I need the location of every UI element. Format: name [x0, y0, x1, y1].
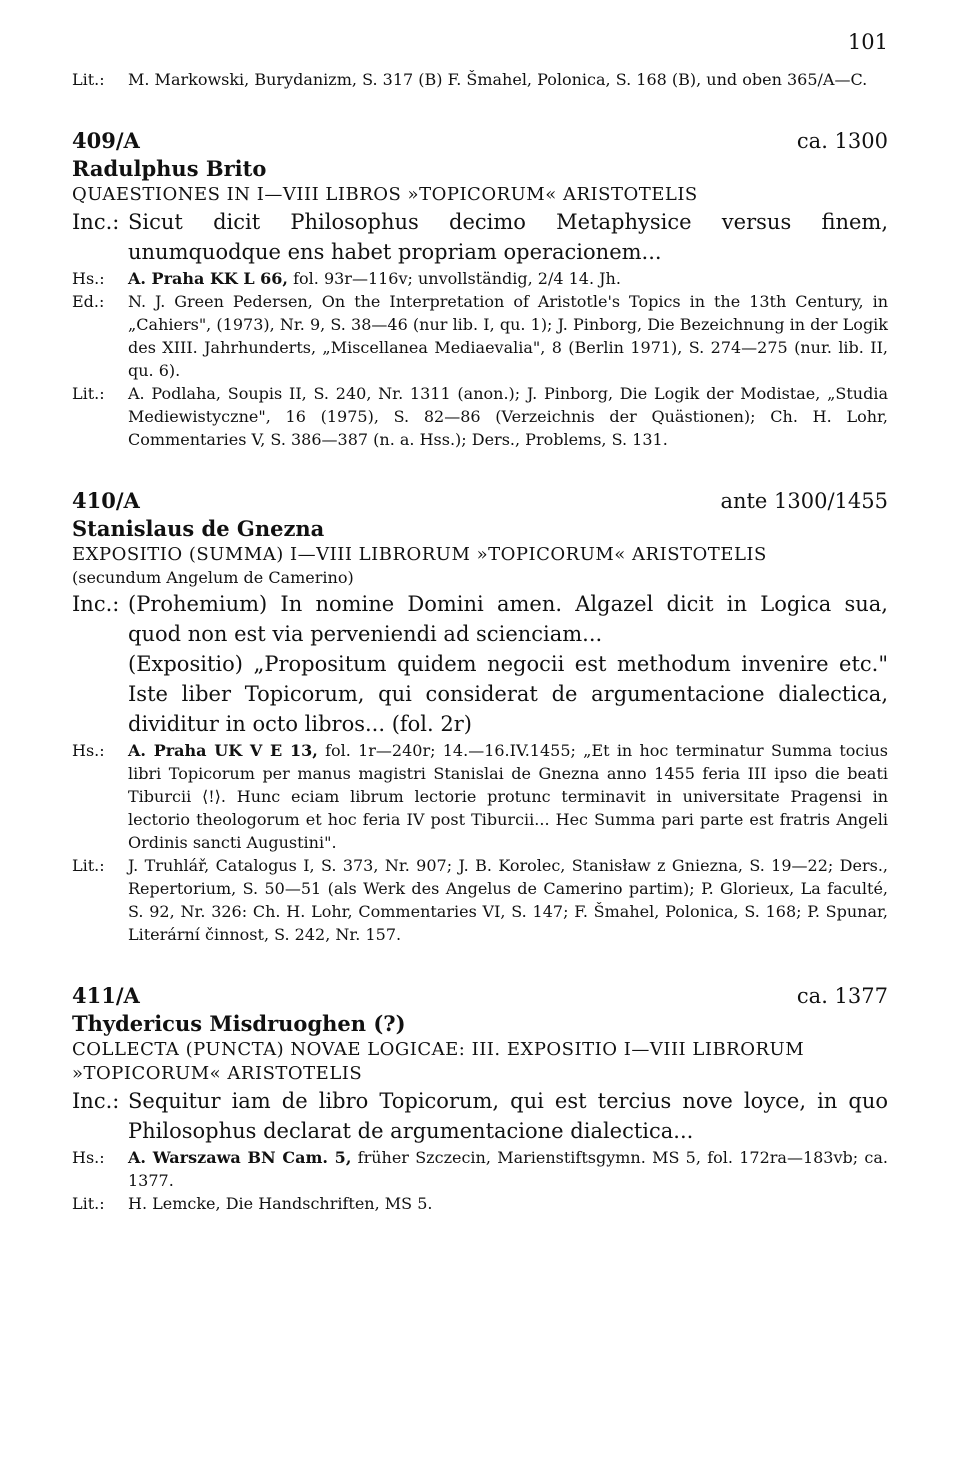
top-literature	[72, 68, 888, 91]
inc-expositio: (Expositio) „Propositum quidem negocii est methodum invenire etc." Iste liber Topicorum, qui considerat de argumentacione dialectica, dividitur in octo libros... (fol. 2r)	[128, 652, 888, 736]
manuscript	[72, 1146, 888, 1192]
entry-header	[72, 982, 888, 1010]
inc-text: Sequitur iam de libro Topicorum, qui est tercius nove loyce, in quo Philosophus declarat de argumentacione dialectica...	[128, 1089, 888, 1143]
entry-number: 410/A	[72, 488, 140, 513]
hs-text: fol. 93r—116v; unvollständig, 2/4 14. Jh.	[293, 269, 621, 288]
entry-title: COLLECTA (PUNCTA) NOVAE LOGICAE: III. EXPOSITIO I—VIII LIBRORUM »TOPICORUM« ARISTOTELIS	[72, 1039, 805, 1084]
literature	[72, 1192, 888, 1215]
incipit	[72, 1086, 888, 1146]
entry-title: QUAESTIONES IN I—VIII LIBROS »TOPICORUM« ARISTOTELIS	[72, 184, 698, 205]
edition	[72, 290, 888, 382]
entry-subtitle: (secundum Angelum de Camerino)	[72, 568, 354, 587]
entry-header	[72, 127, 888, 155]
lit-label: Lit.:	[72, 856, 105, 875]
hs-label: Hs.:	[72, 269, 105, 288]
entry-author: Radulphus Brito	[72, 156, 267, 181]
entry-number: 411/A	[72, 983, 140, 1008]
entry-header	[72, 487, 888, 515]
hs-text: früher Szczecin, Marienstiftsgymn. MS 5, fol. 172ra—183vb; ca. 1377.	[128, 1148, 888, 1190]
entry-409a	[72, 127, 888, 451]
page	[72, 30, 888, 1215]
hs-shelfmark: A. Praha UK V E 13,	[128, 741, 318, 760]
incipit	[72, 207, 888, 267]
entry-date: ca. 1377	[796, 984, 888, 1008]
page-number: 101	[847, 30, 888, 54]
inc-prohemium: (Prohemium) In nomine Domini amen. Algazel dicit in Logica sua, quod non est via perveniendi ad scienciam...	[128, 592, 888, 646]
lit-text: A. Podlaha, Soupis II, S. 240, Nr. 1311 (anon.); J. Pinborg, Die Logik der Modistae, „Studia Mediewistyczne", 16 (1975), S. 82—86 (Verzeichnis der Quästionen); Ch. H. Lohr, Commentaries V, S. 386—387 (n. a. Hss.); Ders., Problems, S. 131.	[128, 384, 888, 449]
hs-shelfmark: A. Praha KK L 66,	[128, 269, 288, 288]
entry-number: 409/A	[72, 128, 140, 153]
entry-410a	[72, 487, 888, 946]
lit-text: J. Truhlář, Catalogus I, S. 373, Nr. 907; J. B. Korolec, Stanisław z Gniezna, S. 19—22; Ders., Repertorium, S. 50—51 (als Werk des Angelus de Camerino partim); P. Glorieux, La faculté, S. 92, Nr. 326: Ch. H. Lohr, Commentaries VI, S. 147; F. Šmahel, Polonica, S. 168; P. Spunar, Literární činnost, S. 242, Nr. 157.	[128, 856, 888, 944]
entry-author: Thydericus Misdruoghen (?)	[72, 1011, 406, 1036]
entry-date: ante 1300/1455	[720, 489, 888, 513]
entry-author: Stanislaus de Gnezna	[72, 516, 325, 541]
ed-text: N. J. Green Pedersen, On the Interpretation of Aristotle's Topics in the 13th Century, in „Cahiers", (1973), Nr. 9, S. 38—46 (nur lib. I, qu. 1); J. Pinborg, Die Bezeichnung in der Logik des XIII. Jahrhunderts, „Miscellanea Mediaevalia", 8 (Berlin 1971), S. 274—275 (nur. lib. II, qu. 6).	[128, 292, 888, 380]
literature	[72, 854, 888, 946]
incipit	[72, 589, 888, 739]
hs-label: Hs.:	[72, 1148, 105, 1167]
lit-label: Lit.:	[72, 1194, 105, 1213]
lit-label: Lit.:	[72, 70, 105, 89]
entry-title: EXPOSITIO (SUMMA) I—VIII LIBRORUM »TOPICORUM« ARISTOTELIS	[72, 544, 767, 565]
entry-411a	[72, 982, 888, 1215]
ed-label: Ed.:	[72, 292, 105, 311]
inc-label: Inc.:	[72, 210, 120, 234]
lit-text: H. Lemcke, Die Handschriften, MS 5.	[128, 1194, 433, 1213]
hs-text: fol. 1r—240r; 14.—16.IV.1455; „Et in hoc terminatur Summa tocius libri Topicorum per manus magistri Stanislai de Gnezna anno 1455 feria III ipso die beati Tiburcii ⟨!⟩. Hunc eciam librum lectorie protunc terminavit in universitate Pragensi in lectorio theologorum et hoc feria IV post Tiburcii... Hec Summa pari parte est fratris Angeli Ordinis sancti Augustini".	[128, 741, 889, 852]
inc-label: Inc.:	[72, 592, 120, 616]
literature	[72, 382, 888, 451]
lit-label: Lit.:	[72, 384, 105, 403]
entry-date: ca. 1300	[796, 129, 888, 153]
inc-text: Sicut dicit Philosophus decimo Metaphysice versus finem, unumquodque ens habet propriam operacionem...	[128, 210, 888, 264]
hs-shelfmark: A. Warszawa BN Cam. 5,	[128, 1148, 352, 1167]
lit-text: M. Markowski, Burydanizm, S. 317 (B) F. Šmahel, Polonica, S. 168 (B), und oben 365/A—C.	[128, 70, 868, 89]
inc-label: Inc.:	[72, 1089, 120, 1113]
manuscript	[72, 267, 888, 290]
hs-label: Hs.:	[72, 741, 105, 760]
manuscript	[72, 739, 888, 854]
